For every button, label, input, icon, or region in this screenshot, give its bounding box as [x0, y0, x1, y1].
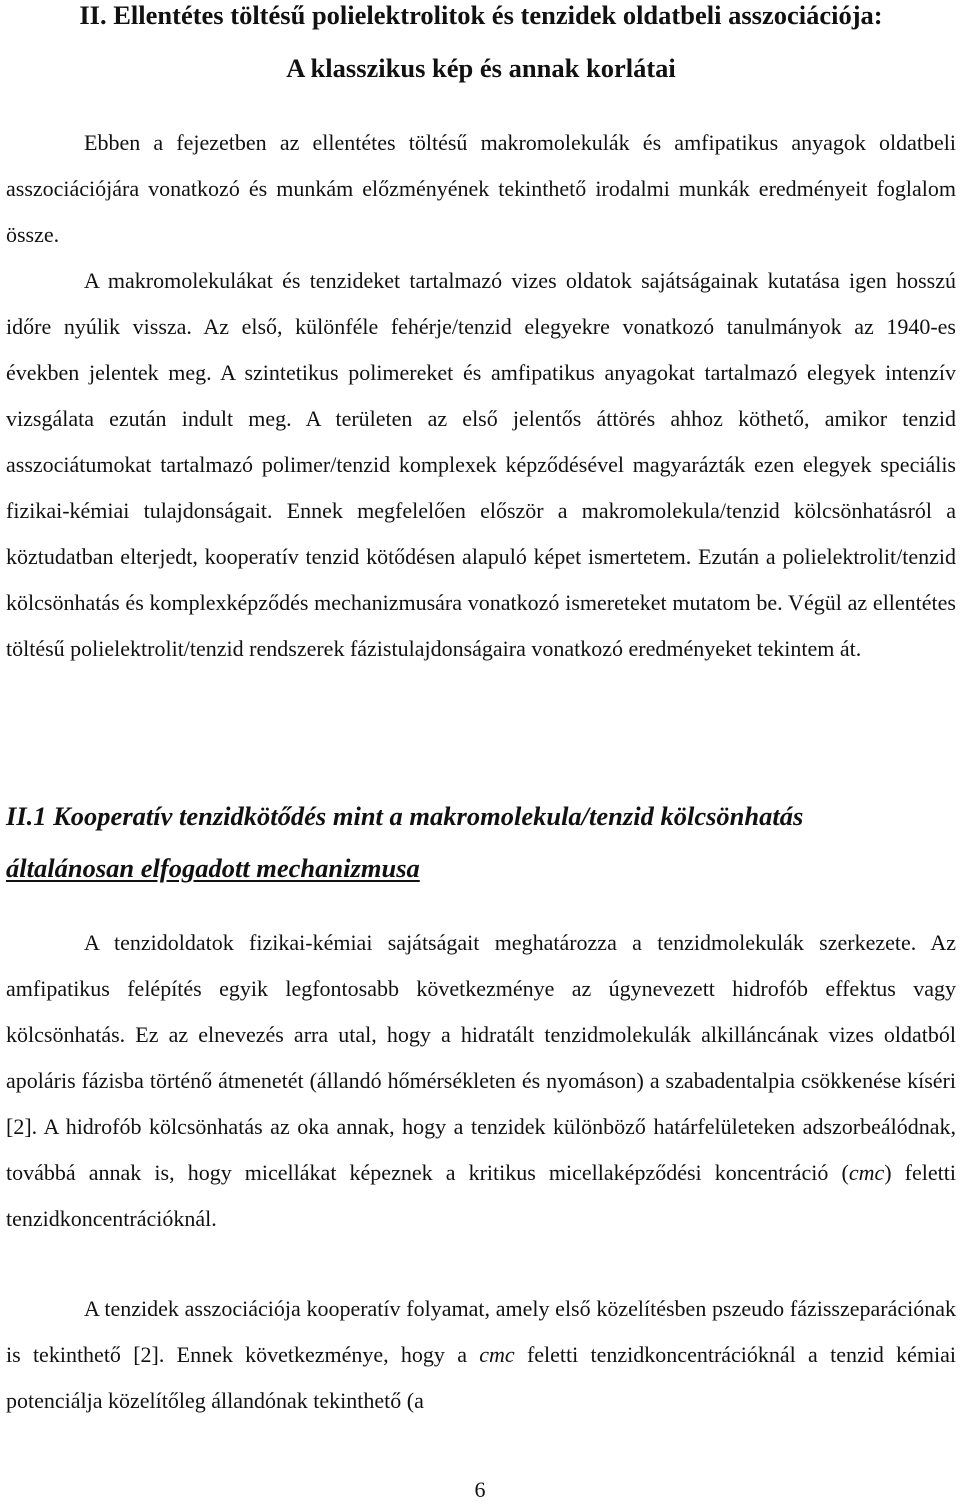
section-title-line-2: általánosan elfogadott mechanizmusa [6, 853, 420, 883]
section-paragraph-2-text-b: feletti tenzidkoncentrációknál a tenzid kémiai potenciálja közelítőleg állandónak tekinthető (a [6, 1342, 956, 1413]
section-title [6, 790, 956, 894]
cmc-term: cmc [848, 1160, 885, 1185]
section-paragraph-1 [6, 920, 956, 1242]
intro-paragraph: Ebben a fejezetben az ellentétes töltésű makromolekulák és amfipatikus anyagok oldatbeli asszociációjára vonatkozó és munkám előzményének tekinthető irodalmi munkák eredményeit foglalom össze. [6, 130, 956, 247]
section-title-line-1: II.1 Kooperatív tenzidkötődés mint a makromolekula/tenzid kölcsönhatás [6, 801, 804, 831]
history-paragraph: A makromolekulákat és tenzideket tartalmazó vizes oldatok sajátságainak kutatása igen hosszú időre nyúlik vissza. Az első, különféle fehérje/tenzid elegyekre vonatkozó tanulmányok az 1940-es években jelentek meg. A szintetikus polimereket és amfipatikus anyagokat tartalmazó elegyek intenzív vizsgálata ezután indult meg. A területen az első jelentős áttörés ahhoz köthető, amikor tenzid asszociátumokat tartalmazó polimer/tenzid komplexek képződésével magyarázták ezen elegyek speciális fizikai-kémiai tulajdonságait. Ennek megfelelően először a makromolekula/tenzid kölcsönhatásról a köztudatban elterjedt, kooperatív tenzid kötődésen alapuló képet ismertetem. Ezután a polielektrolit/tenzid kölcsönhatás és komplexképződés mechanizmusára vonatkozó ismereteket mutatom be. Végül az ellentétes töltésű polielektrolit/tenzid rendszerek fázistulajdonságaira vonatkozó eredményeket tekintem át. [6, 268, 956, 661]
chapter-title-line-2: A klasszikus kép és annak korlátai [286, 53, 676, 83]
chapter-title [6, 2, 956, 81]
chapter-title-line-1: II. Ellentétes töltésű polielektrolitok és tenzidek oldatbeli asszociációja: [79, 0, 883, 30]
cmc-term: cmc [479, 1342, 515, 1367]
section-paragraph-2-text-a: A tenzidek asszociációja kooperatív folyamat, amely első közelítésben pszeudo fázisszeparációnak is tekinthető [2]. Ennek következménye, hogy a [6, 1296, 956, 1367]
page-number: 6 [474, 1477, 486, 1502]
section-paragraph-1-text-b: ) feletti tenzidkoncentrációknál. [6, 1160, 956, 1231]
section-paragraph-2 [6, 1286, 956, 1424]
section-paragraph-1-text-a: A tenzidoldatok fizikai-kémiai sajátságait meghatározza a tenzidmolekulák szerkezete. Az amfipatikus felépítés egyik legfontosabb következménye az úgynevezett hidrofób effektus vagy kölcsönhatás. Ez az elnevezés arra utal, hogy a hidratált tenzidmolekulák alkilláncának vizes oldatból apoláris fázisba történő átmenetét (állandó hőmérsékleten és nyomáson) a szabadentalpia csökkenése kíséri [2]. A hidrofób kölcsönhatás az oka annak, hogy a tenzidek különböző határfelületeken adszorbeálódnak, továbbá annak is, hogy micellákat képeznek a kritikus micellaképződési koncentráció ( [6, 930, 956, 1185]
